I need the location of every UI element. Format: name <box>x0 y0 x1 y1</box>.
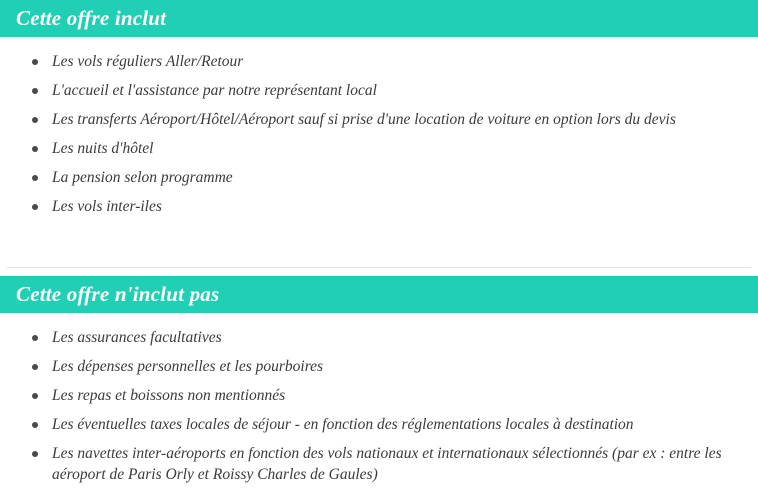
section-excluded <box>0 276 758 501</box>
excluded-list <box>20 327 738 485</box>
list-item: Les transferts Aéroport/Hôtel/Aéroport sauf si prise d'une location de voiture en option lors du devis <box>26 109 738 130</box>
list-item: Les vols inter-iles <box>26 196 738 217</box>
section-excluded-body <box>0 313 758 501</box>
list-item: La pension selon programme <box>26 167 738 188</box>
included-list <box>20 51 738 217</box>
divider-gap <box>0 268 758 276</box>
section-excluded-title: Cette offre n'inclut pas <box>0 276 758 313</box>
section-included-body <box>0 37 758 235</box>
list-item: Les nuits d'hôtel <box>26 138 738 159</box>
section-included <box>0 0 758 235</box>
section-gap <box>0 235 758 267</box>
list-item: Les assurances facultatives <box>26 327 738 348</box>
list-item: Les vols réguliers Aller/Retour <box>26 51 738 72</box>
list-item: L'accueil et l'assistance par notre représentant local <box>26 80 738 101</box>
section-included-title: Cette offre inclut <box>0 0 758 37</box>
list-item: Les repas et boissons non mentionnés <box>26 385 738 406</box>
list-item: Les dépenses personnelles et les pourboires <box>26 356 738 377</box>
list-item: Les navettes inter-aéroports en fonction des vols nationaux et internationaux sélectionnés (par ex : entre les aéroport de Paris Orly et Roissy Charles de Gaules) <box>26 443 738 485</box>
list-item: Les éventuelles taxes locales de séjour - en fonction des réglementations locales à destination <box>26 414 738 435</box>
